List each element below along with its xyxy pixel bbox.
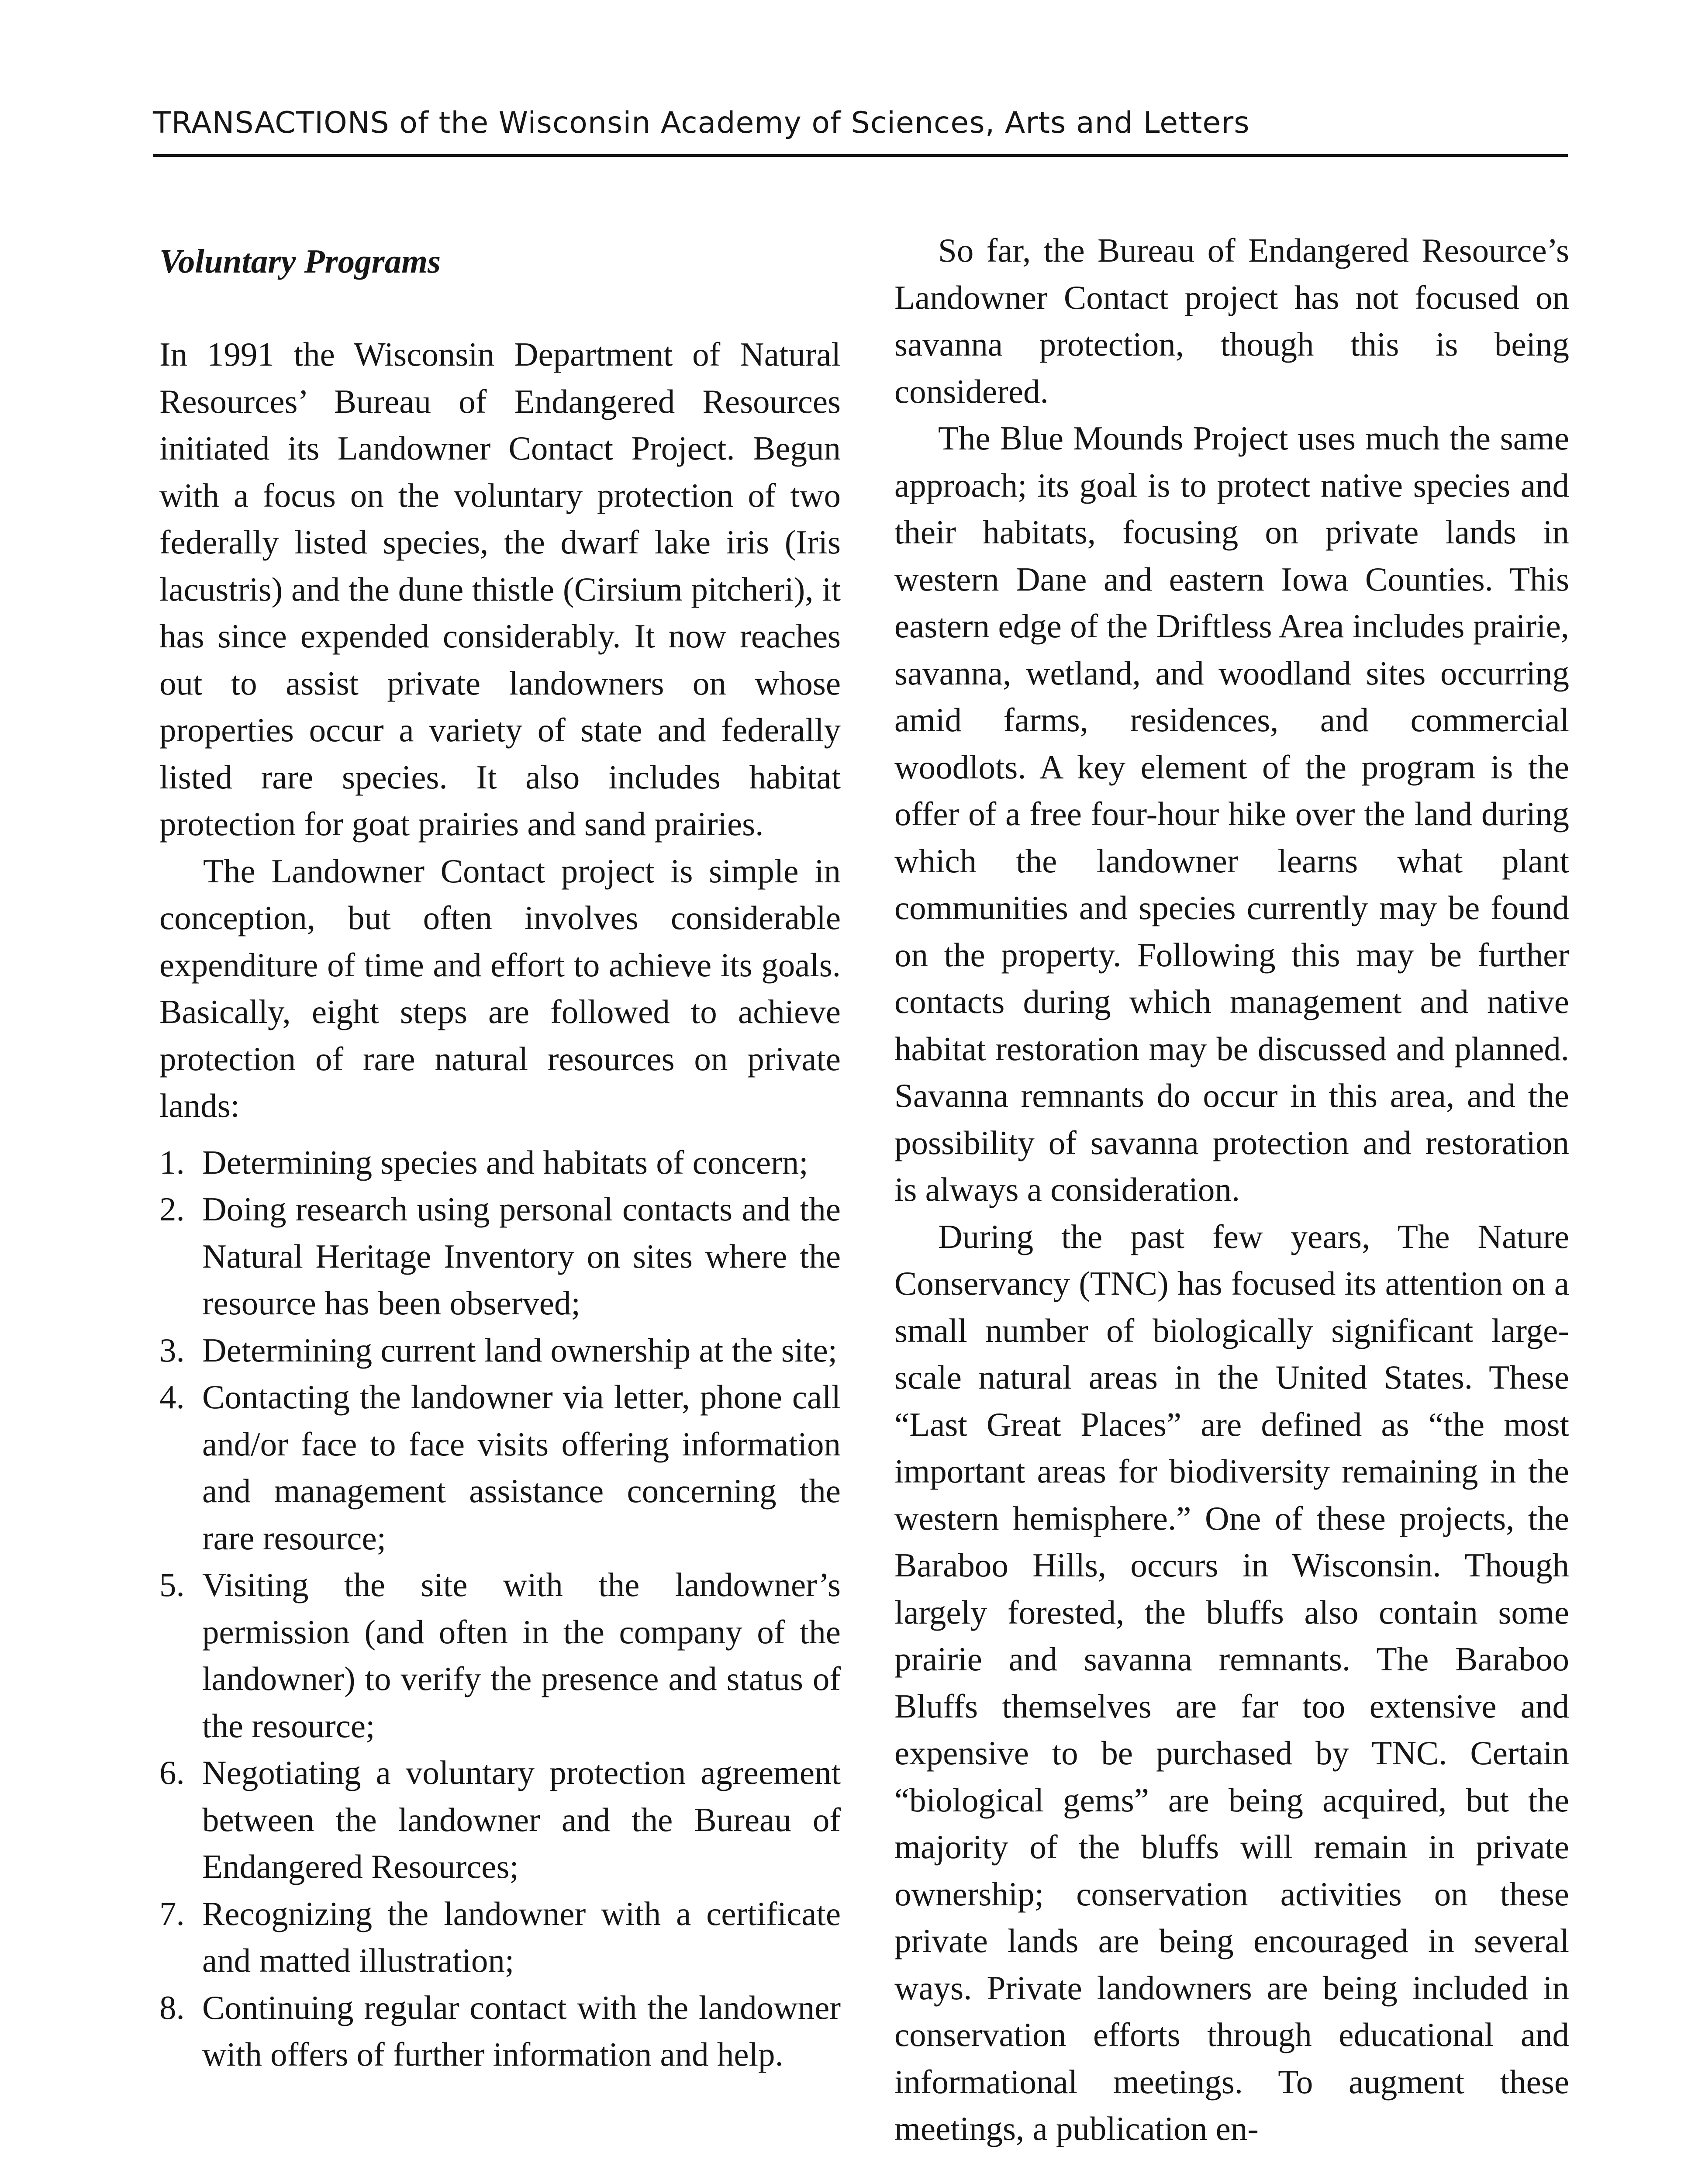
paragraph: The Landowner Contact project is simple in conception, but often involves considerable expenditure of time and effort to achieve its goals. Basically, eight steps are followed to achieve protection of rare natural resources on private lands: — [159, 852, 841, 1124]
list-item-number: 2. — [159, 1190, 185, 1228]
list-item-text: Determining current land ownership at the site; — [202, 1331, 838, 1369]
list-item — [159, 1984, 841, 2078]
list-item-number: 6. — [159, 1754, 185, 1791]
list-item-number: 8. — [159, 1988, 185, 2026]
list-item — [159, 1890, 841, 1984]
section-title: Voluntary Programs — [159, 242, 441, 280]
running-head: TRANSACTIONS of the Wisconsin Academy of Sciences, Arts and Letters — [153, 106, 1250, 140]
paragraph: So far, the Bureau of Endangered Resource’s Landowner Contact project has not focused on savanna protection, though this is being considered. — [894, 232, 1569, 410]
list-item-number: 7. — [159, 1894, 185, 1932]
list-item-number: 3. — [159, 1331, 185, 1369]
list-item-number: 4. — [159, 1378, 185, 1416]
steps-list — [159, 1139, 841, 2078]
paragraph: During the past few years, The Nature Conservancy (TNC) has focused its attention on a small number of biologically significant large-scale natural areas in the United States. These “Last Great Places” are defined as “the most important areas for biodiversity remaining in the western hemisphere.” One of these projects, the Baraboo Hills, occurs in Wisconsin. Though largely forested, the bluffs also contain some prairie and savanna remnants. The Baraboo Bluffs themselves are far too extensive and expensive to be purchased by TNC. Certain “biological gems” are being acquired, but the majority of the bluffs will remain in private ownership; conservation activities on these private lands are being encouraged in several ways. Private landowners are being included in conservation efforts through educational and informational meetings. To augment these meetings, a publication en- — [894, 1217, 1569, 2147]
list-item-text: Doing research using personal contacts and the Natural Heritage Inventory on sites where the resource has been observed; — [202, 1190, 841, 1322]
list-item-text: Recognizing the landowner with a certificate and matted illustration; — [202, 1894, 841, 1979]
list-item-text: Visiting the site with the landowner’s permission (and often in the company of the landowner) to verify the presence and status of the resource; — [202, 1566, 841, 1745]
list-item-number: 5. — [159, 1566, 185, 1603]
list-item — [159, 1374, 841, 1562]
list-item-number: 1. — [159, 1143, 185, 1181]
left-column — [159, 227, 841, 2078]
list-item-text: Negotiating a voluntary protection agreement between the landowner and the Bureau of Endangered Resources; — [202, 1754, 841, 1885]
right-column — [894, 227, 1569, 2153]
list-item — [159, 1562, 841, 1749]
list-item — [159, 1139, 841, 1186]
list-item — [159, 1749, 841, 1890]
paragraph: In 1991 the Wisconsin Department of Natural Resources’ Bureau of Endangered Resources initiated its Landowner Contact Project. Begun with a focus on the voluntary protection of two federally listed species, the dwarf lake iris (Iris lacustris) and the dune thistle (Cirsium pitcheri), it has since expended considerably. It now reaches out to assist private landowners on whose properties occur a variety of state and federally listed rare species. It also includes habitat protection for goat prairies and sand prairies. — [159, 335, 841, 843]
list-item — [159, 1327, 841, 1374]
paragraph: The Blue Mounds Project uses much the same approach; its goal is to protect native species and their habitats, focusing on private lands in western Dane and eastern Iowa Counties. This eastern edge of the Driftless Area includes prairie, savanna, wetland, and woodland sites occurring amid farms, residences, and commercial woodlots. A key element of the program is the offer of a free four-hour hike over the land during which the landowner learns what plant communities and species currently may be found on the property. Following this may be further contacts during which management and native habitat restoration may be discussed and planned. Savanna remnants do occur in this area, and the possibility of savanna protection and restoration is always a consideration. — [894, 419, 1569, 1208]
list-item-text: Determining species and habitats of concern; — [202, 1143, 808, 1181]
list-item-text: Continuing regular contact with the landowner with offers of further information and help. — [202, 1988, 841, 2073]
list-item — [159, 1186, 841, 1327]
list-item-text: Contacting the landowner via letter, phone call and/or face to face visits offering information and management assistance concerning the rare resource; — [202, 1378, 841, 1557]
header-rule — [153, 154, 1568, 157]
